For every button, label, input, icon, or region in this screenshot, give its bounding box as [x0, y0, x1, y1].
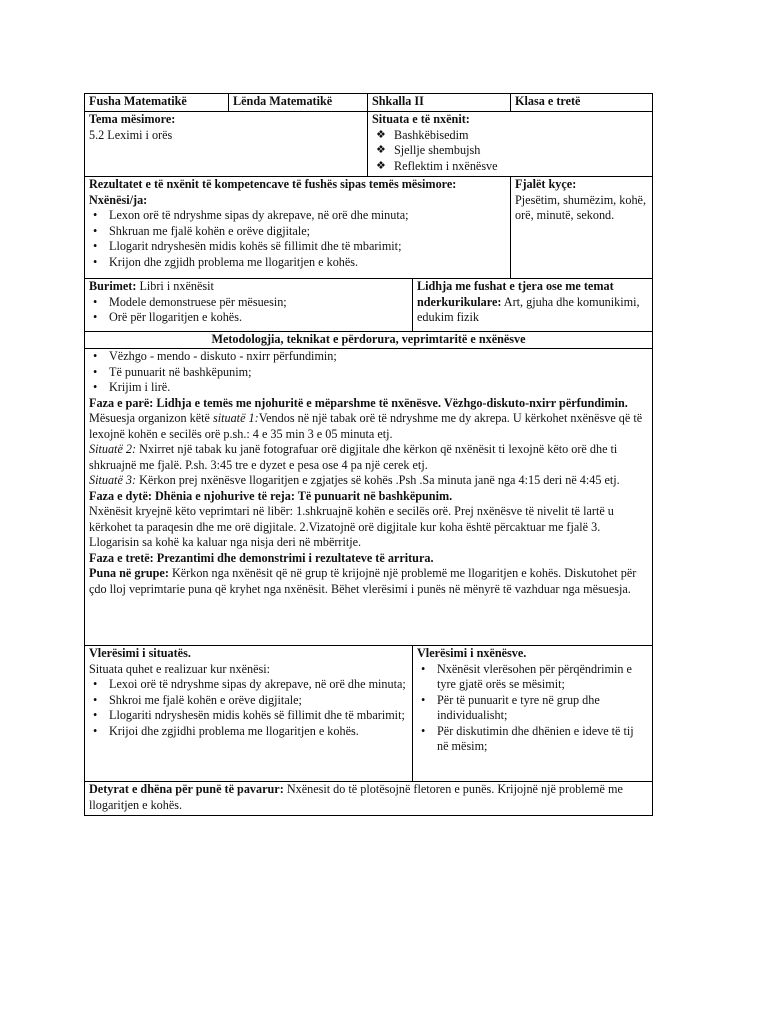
faza1-situata1: [89, 411, 648, 442]
lesson-plan-table: [84, 93, 653, 816]
faza3-puna-text: Kërkon nga nxënësit që në grup të krijojnë një problemë me llogaritjen e kohës. Diskutohet për çdo lloj veprimtarie puna që kryhet nga nxënësit. Bëhet vlerësimi i punës në mënyrë të vazhduar nga mësuesja.: [89, 566, 637, 596]
vleresimi-situates-intro: Situata quhet e realizuar kur nxënësi:: [89, 661, 271, 676]
vleresimi-situates-heading: Vlerësimi i situatës.: [89, 646, 191, 660]
vleresimi-situates-cell: [85, 646, 413, 782]
list-item: • Lexon orë të ndryshme sipas dy akrepave, në orë dhe minuta;: [89, 208, 506, 224]
lidhja-value: Art, gjuha dhe komunikimi, edukim fizik: [417, 294, 640, 324]
fjalet-label: Fjalët kyçe:: [515, 177, 577, 191]
rezultatet-heading: Rezultatet e të nxënit të kompetencave të fushës sipas temës mësimore:: [89, 177, 457, 191]
burimet-row: [85, 279, 653, 332]
faza2-text: Nxënësit kryejnë këto veprimtari në libër: 1.shkruajnë kohën e secilës orë. Prej nxënësve të nivelit të lartë u kërkohet ta paraqesin dhe me orë digjitale. 2.Vizatojnë orë digjitale kur koha është përcaktuar me fjalë 3. Llogarisin sa kohë ka kaluar nga nisja deri në mbërritje.: [89, 504, 614, 549]
list-item: ❖ Reflektim i nxënësve: [372, 159, 648, 175]
lidhja-cell: [413, 279, 653, 332]
vleresimi-nxenesve-cell: [413, 646, 653, 782]
faza1-heading: Faza e parë: Lidhja e temës me njohuritë e mëparshme të nxënësve. Vëzhgo-diskuto-nxirr përfundimin.: [89, 395, 628, 410]
lenda-cell: Lënda Matematikë: [229, 94, 368, 112]
metodologjia-heading: Metodologjia, teknikat e përdorura, veprimtaritë e nxënësve: [85, 332, 653, 349]
faza2-heading: Faza e dytë: Dhënia e njohurive të reja: Të punuarit në bashkëpunim.: [89, 488, 453, 503]
vleresimi-row: [85, 646, 653, 782]
list-item: • Për të punuarit e tyre në grup dhe individualisht;: [417, 693, 648, 724]
vleresimi-nxenesve-heading: Vlerësimi i nxënësve.: [417, 646, 527, 660]
list-item: • Lexoi orë të ndryshme sipas dy akrepave, në orë dhe minuta;: [89, 677, 408, 693]
metodologjia-content-cell: [85, 349, 653, 646]
lidhja-label: Lidhja me fushat e tjera ose me temat nderkurikulare:: [417, 279, 614, 309]
faza1-situata2: [89, 442, 648, 473]
list-item: • Llogarit ndryshesën midis kohës së fillimit dhe të mbarimit;: [89, 239, 506, 255]
tema-cell: [85, 112, 368, 177]
metodologjia-heading-row: [85, 332, 653, 349]
faza1-s1-label: situatë 1:: [212, 411, 259, 425]
list-item: • Vëzhgo - mendo - diskuto - nxirr përfundimin;: [89, 349, 648, 365]
list-item: • Të punuarit në bashkëpunim;: [89, 365, 648, 381]
detyrat-cell: [85, 782, 653, 816]
list-item: • Shkroi me fjalë kohën e orëve digjitale;: [89, 693, 408, 709]
rezultatet-row: [85, 177, 653, 279]
list-item: • Orë për llogaritjen e kohës.: [89, 310, 408, 326]
rezultatet-cell: [85, 177, 511, 279]
faza1-intro: Mësuesja organizon këtë: [89, 411, 213, 425]
detyrat-row: [85, 782, 653, 816]
faza1-s3-text: Kërkon prej nxënësve llogaritjen e zgjatjes së kohës .Psh .Sa minuta janë nga 4:15 deri në 4:45 etj.: [136, 473, 620, 487]
faza3-puna-label: Puna në grupe:: [89, 566, 169, 580]
faza3-puna: [89, 566, 648, 597]
burimet-list: [89, 295, 408, 326]
list-item: • Nxënësit vlerësohen për përqëndrimin e tyre gjatë orës se mësimit;: [417, 662, 648, 693]
situata-list: [372, 128, 648, 175]
list-item: • Krijoi dhe zgjidhi problema me llogaritjen e kohës.: [89, 724, 408, 740]
rezultatet-list: [89, 208, 506, 270]
header-row: [85, 94, 653, 112]
situata-cell: [368, 112, 653, 177]
list-item: ❖ Sjellje shembujsh: [372, 143, 648, 159]
shkalla-cell: Shkalla II: [368, 94, 511, 112]
burimet-label: Burimet:: [89, 279, 137, 293]
faza1-s3-label: Situatë 3:: [89, 473, 137, 487]
metodologjia-content-row: [85, 349, 653, 646]
metodologjia-list: [89, 349, 648, 396]
list-item: • Shkruan me fjalë kohën e orëve digjitale;: [89, 224, 506, 240]
faza1-s1-text: Vendos në një tabak orë të ndryshme me dy akrepa. U kërkohet nxënësve që të lexojnë kohën e secilës orë p.sh.: 4 e 35 min 3 e 05 minuta etj.: [89, 411, 643, 441]
klasa-cell: Klasa e tretë: [511, 94, 653, 112]
list-item: • Krijon dhe zgjidh problema me llogaritjen e kohës.: [89, 255, 506, 271]
faza1-s2-text: Nxirret një tabak ku janë fotografuar orë digjitale dhe kërkon që nxënësit ti lexojnë këto orë dhe ti shkruajnë me fjalë. P.sh. 3:45 tre e dyzet e pesa ose 4 pa një cerek etj.: [89, 442, 618, 472]
fjalet-cell: [511, 177, 653, 279]
detyrat-value: Nxënesit do të plotësojnë fletoren e punës. Krijojnë një problemë me llogaritjen e kohës.: [89, 782, 623, 812]
list-item: • Krijim i lirë.: [89, 380, 648, 396]
burimet-value: Libri i nxënësit: [136, 279, 214, 293]
fjalet-value: Pjesëtim, shumëzim, kohë, orë, minutë, sekond.: [515, 192, 647, 222]
faza1-situata3: [89, 473, 648, 489]
detyrat-label: Detyrat e dhëna për punë të pavarur:: [89, 782, 284, 796]
vleresimi-nxenesve-list: [417, 662, 648, 755]
list-item: • Për diskutimin dhe dhënien e ideve të tij në mësim;: [417, 724, 648, 755]
faza1-s2-label: Situatë 2:: [89, 442, 137, 456]
situata-label: Situata e të nxënit:: [372, 112, 470, 126]
tema-value: 5.2 Leximi i orës: [89, 127, 173, 142]
rezultatet-subheading: Nxënësi/ja:: [89, 192, 148, 207]
tema-label: Tema mësimore:: [89, 112, 176, 126]
list-item: ❖ Bashkëbisedim: [372, 128, 648, 144]
fusha-cell: Fusha Matematikë: [85, 94, 229, 112]
vleresimi-situates-list: [89, 677, 408, 739]
burimet-cell: [85, 279, 413, 332]
list-item: • Llogariti ndryshesën midis kohës së fillimit dhe të mbarimit;: [89, 708, 408, 724]
tema-row: [85, 112, 653, 177]
list-item: • Modele demonstruese për mësuesin;: [89, 295, 408, 311]
faza3-heading: Faza e tretë: Prezantimi dhe demonstrimi i rezultateve të arritura.: [89, 550, 434, 565]
